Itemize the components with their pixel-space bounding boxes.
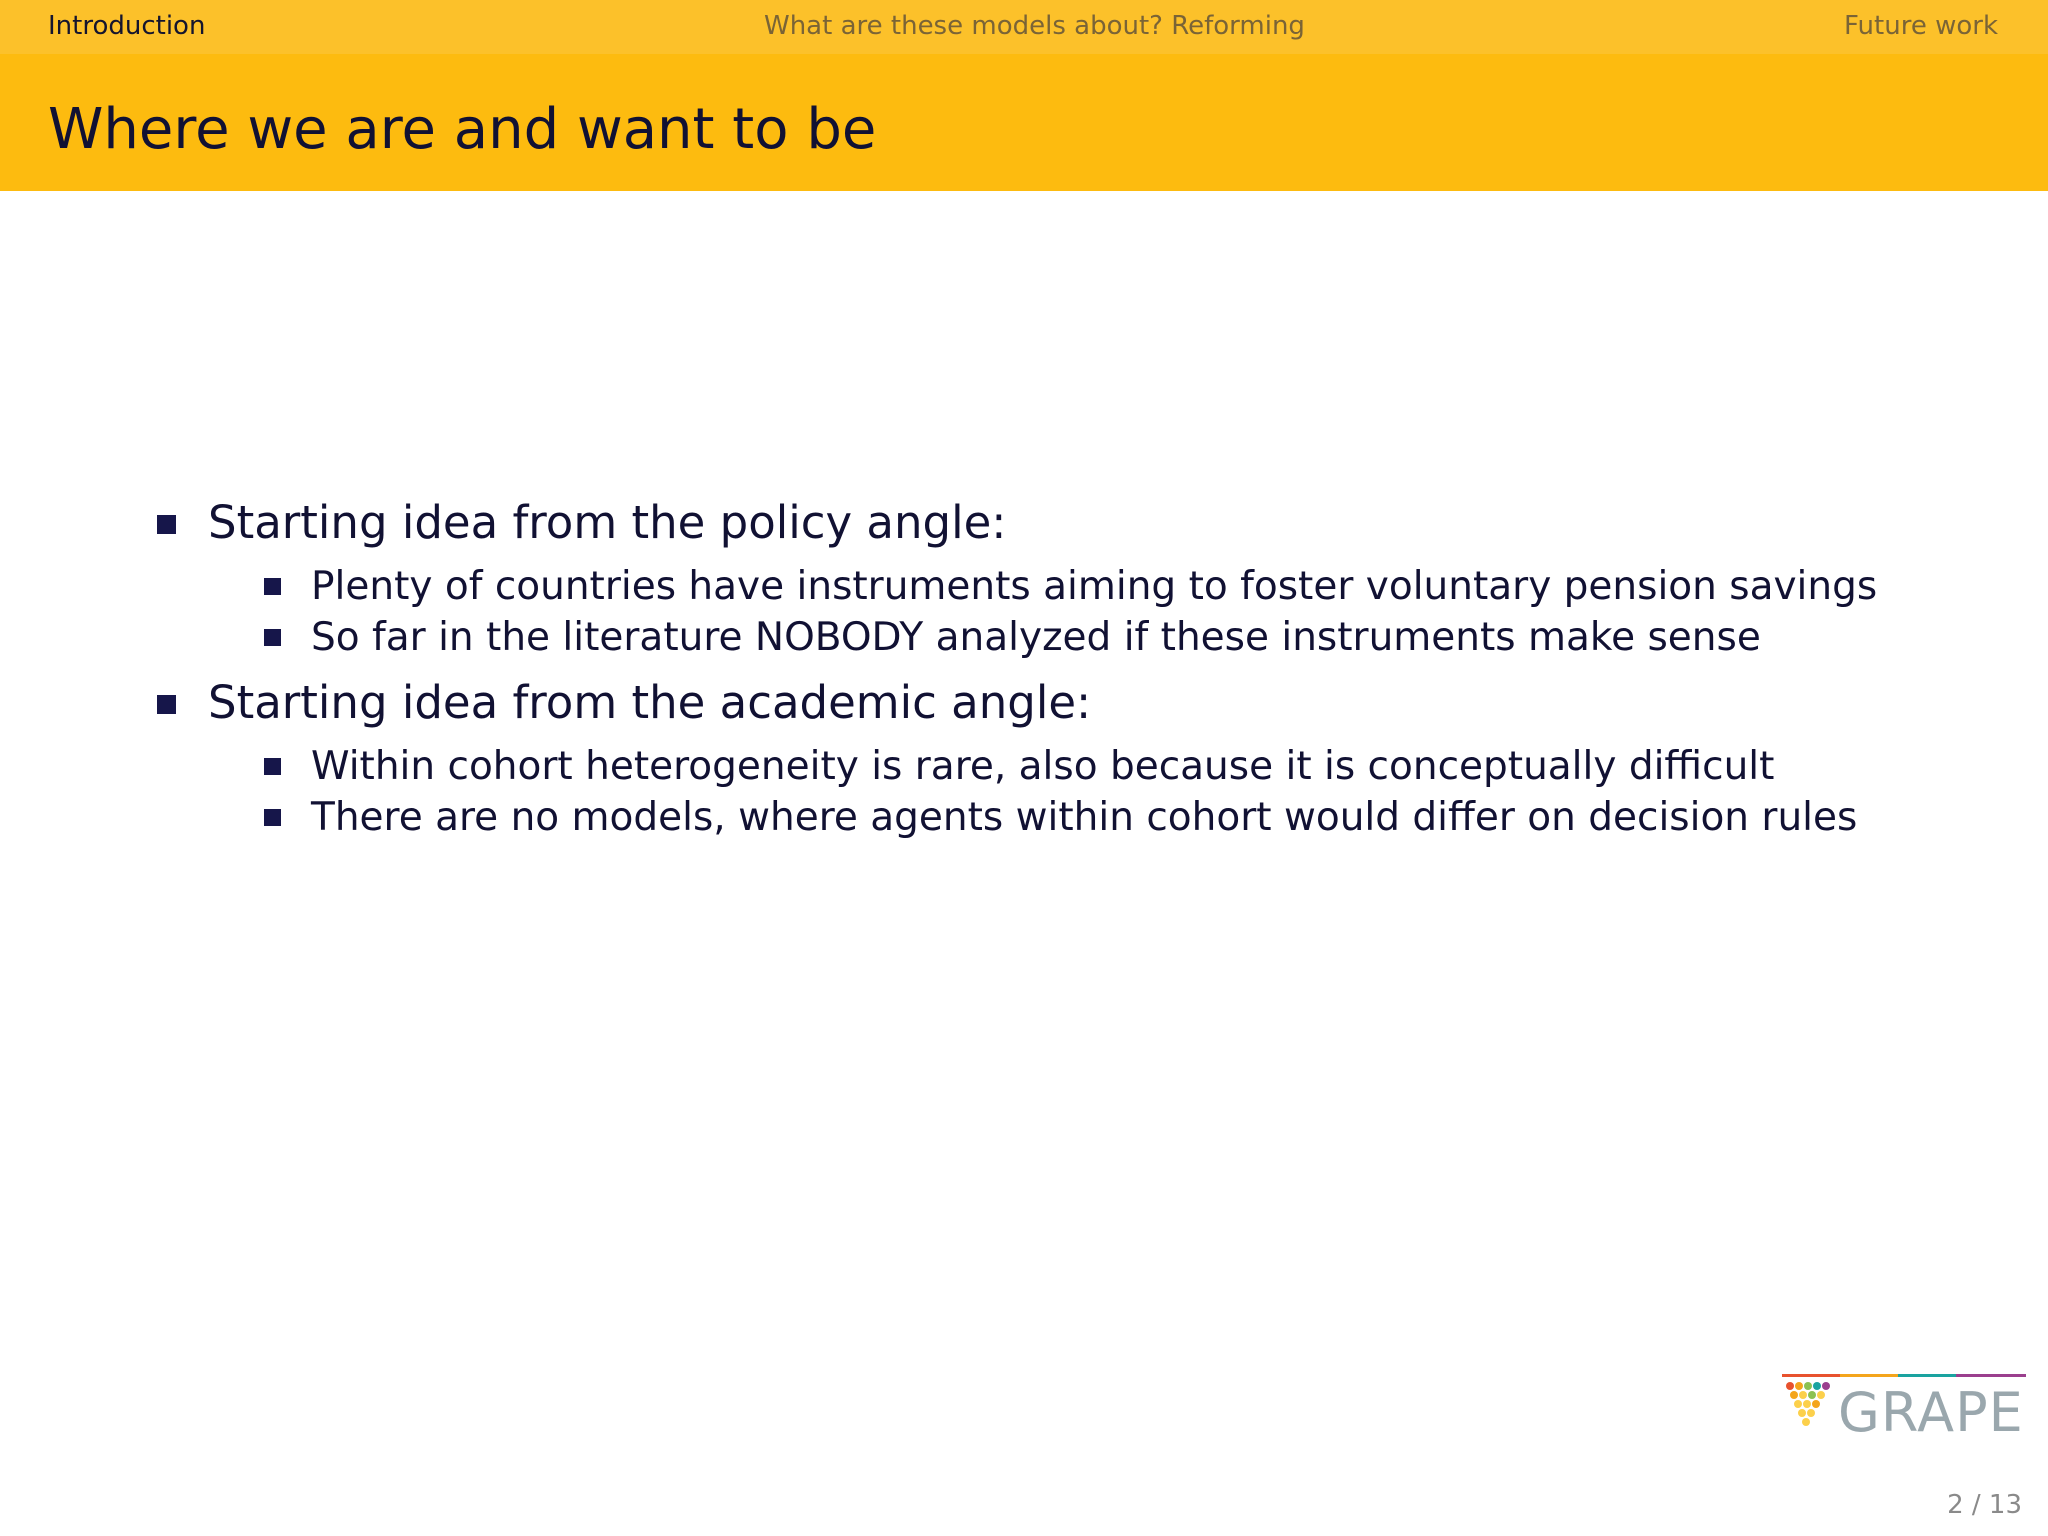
bullet-square-icon bbox=[264, 629, 281, 646]
bullet-item bbox=[157, 673, 1091, 733]
logo-dot bbox=[1803, 1400, 1811, 1408]
logo-dot bbox=[1794, 1400, 1802, 1408]
bullet-text: Starting idea from the policy angle: bbox=[208, 496, 1007, 549]
sub-bullet-text: Plenty of countries have instruments aiming to foster voluntary pension savings bbox=[311, 564, 1878, 609]
logo-dot bbox=[1786, 1382, 1794, 1390]
logo-dot bbox=[1795, 1382, 1803, 1390]
nav-section-models[interactable]: What are these models about? Reforming bbox=[764, 11, 1305, 41]
logo-dot bbox=[1807, 1409, 1815, 1417]
logo-dot bbox=[1802, 1418, 1810, 1426]
bullet-item bbox=[157, 493, 1006, 553]
logo-dot bbox=[1817, 1391, 1825, 1399]
logo-dot bbox=[1822, 1382, 1830, 1390]
sub-bullet-text: There are no models, where agents within cohort would differ on decision rules bbox=[311, 795, 1858, 840]
nav-section-future-work[interactable]: Future work bbox=[1844, 11, 1998, 41]
logo-text: GRAPE bbox=[1838, 1381, 2024, 1444]
logo-line-2 bbox=[1840, 1374, 1898, 1377]
bullet-square-icon bbox=[157, 695, 176, 714]
slide-title: Where we are and want to be bbox=[48, 97, 877, 162]
logo-dot bbox=[1808, 1391, 1816, 1399]
logo-dot bbox=[1798, 1409, 1806, 1417]
bullet-text: Starting idea from the academic angle: bbox=[208, 676, 1092, 729]
logo-line-1 bbox=[1782, 1374, 1840, 1377]
logo-line-3 bbox=[1898, 1374, 1956, 1377]
logo-line-4 bbox=[1956, 1374, 2026, 1377]
bullet-square-icon bbox=[157, 515, 176, 534]
sub-bullet-text: Within cohort heterogeneity is rare, also because it is conceptually difficult bbox=[311, 744, 1775, 789]
logo-dot bbox=[1804, 1382, 1812, 1390]
logo-dot bbox=[1799, 1391, 1807, 1399]
sub-bullet-item bbox=[264, 561, 1877, 613]
sub-bullet-item bbox=[264, 741, 1774, 793]
sub-bullet-text: So far in the literature NOBODY analyzed if these instruments make sense bbox=[311, 615, 1761, 660]
bullet-square-icon bbox=[264, 578, 281, 595]
logo-dot bbox=[1790, 1391, 1798, 1399]
page-number: 2 / 13 bbox=[1947, 1490, 2022, 1520]
logo-dot bbox=[1813, 1382, 1821, 1390]
sub-bullet-item bbox=[264, 612, 1761, 664]
sub-bullet-item bbox=[264, 792, 1857, 844]
logo-dot bbox=[1812, 1400, 1820, 1408]
nav-section-introduction[interactable]: Introduction bbox=[48, 11, 206, 41]
bullet-square-icon bbox=[264, 809, 281, 826]
bullet-square-icon bbox=[264, 758, 281, 775]
